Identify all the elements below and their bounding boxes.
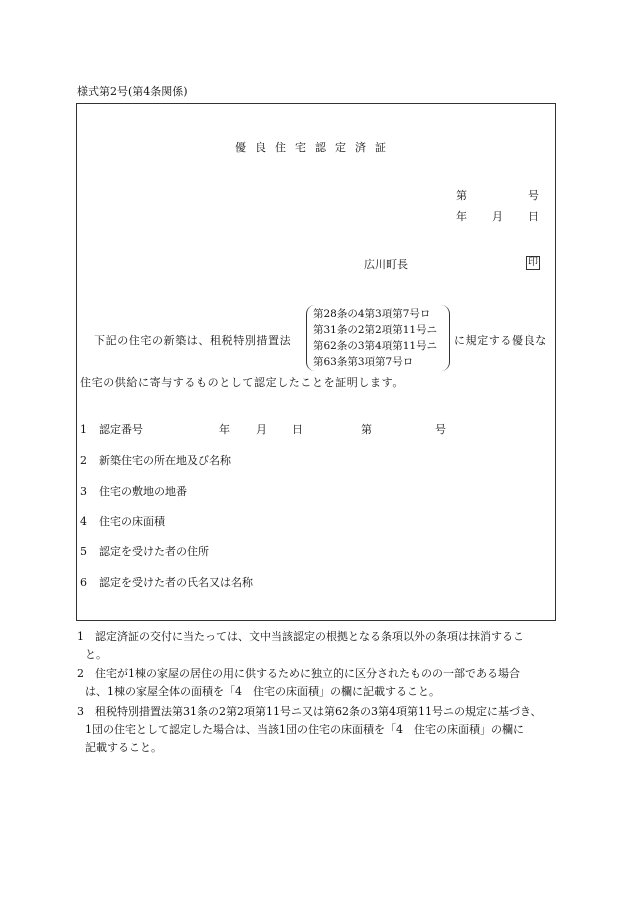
certificate-number-prefix: 第 bbox=[456, 189, 467, 202]
law-clause: 第63条第3項第7号ロ bbox=[313, 356, 414, 368]
item-label: 新築住宅の所在地及び名称 bbox=[99, 454, 231, 467]
item-label: 認定を受けた者の住所 bbox=[99, 545, 209, 558]
note-text: 住宅が1棟の家屋の居住の用に供するために独立的に区分されたものの一部である場合 bbox=[95, 667, 520, 680]
item-label: 認定番号 bbox=[99, 423, 143, 436]
item-label: 住宅の床面積 bbox=[99, 515, 165, 528]
item-number: 4 bbox=[80, 515, 87, 528]
date-month: 月 bbox=[492, 210, 503, 223]
item-location bbox=[80, 455, 231, 466]
note-line bbox=[77, 703, 555, 721]
law-bracket-right bbox=[440, 305, 450, 371]
note-number: 2 bbox=[77, 667, 84, 680]
item1-number-suffix: 号 bbox=[435, 423, 446, 436]
item-label: 認定を受けた者の氏名又は名称 bbox=[99, 576, 253, 589]
item1-number-prefix: 第 bbox=[361, 423, 372, 436]
law-clause: 第62条の3第4項第11号ニ bbox=[313, 340, 438, 352]
item-number: 6 bbox=[80, 576, 87, 589]
item1-month: 月 bbox=[256, 423, 267, 436]
item-floor-area bbox=[80, 516, 165, 527]
note-1 bbox=[77, 628, 555, 664]
item-applicant-name bbox=[80, 577, 253, 588]
note-2 bbox=[77, 665, 555, 701]
item-applicant-address bbox=[80, 546, 209, 557]
note-line bbox=[77, 665, 555, 683]
note-line bbox=[77, 628, 555, 646]
law-clause: 第31条の2第2項第11号ニ bbox=[313, 324, 438, 336]
body-text-lead: 下記の住宅の新築は、租税特別措置法 bbox=[94, 334, 292, 347]
form-number: 様式第2号(第4条関係) bbox=[77, 85, 188, 98]
item-number: 2 bbox=[80, 454, 87, 467]
issuer-name: 広川町長 bbox=[364, 258, 408, 271]
note-3 bbox=[77, 703, 555, 757]
law-clause: 第28条の4第3項第7号ロ bbox=[313, 308, 431, 320]
note-line: と。 bbox=[85, 648, 107, 661]
item-lot-number bbox=[80, 486, 187, 497]
certificate-number-suffix: 号 bbox=[528, 189, 539, 202]
date-year: 年 bbox=[456, 210, 467, 223]
certificate-title: 優良住宅認定済証 bbox=[235, 141, 395, 154]
body-text-line2: 住宅の供給に寄与するものとして認定したことを証明します。 bbox=[80, 376, 404, 389]
note-line: 記載すること。 bbox=[85, 741, 162, 754]
item1-year: 年 bbox=[219, 423, 230, 436]
note-line: 1団の住宅として認定した場合は、当該1団の住宅の床面積を「4 住宅の床面積」の欄に bbox=[85, 723, 524, 736]
item-certification-number bbox=[80, 424, 143, 435]
item1-day: 日 bbox=[292, 423, 303, 436]
item-number: 3 bbox=[80, 485, 87, 498]
item-label: 住宅の敷地の地番 bbox=[99, 485, 187, 498]
date-day: 日 bbox=[528, 210, 539, 223]
seal-mark: 印 bbox=[528, 257, 538, 268]
note-number: 1 bbox=[77, 630, 84, 643]
note-number: 3 bbox=[77, 705, 84, 718]
body-text-tail: に規定する優良な bbox=[454, 334, 547, 347]
item-number: 1 bbox=[80, 423, 87, 436]
note-text: 認定済証の交付に当たっては、文中当該認定の根拠となる条項以外の条項は抹消するこ bbox=[95, 630, 524, 643]
note-line: は、1棟の家屋全体の面積を「4 住宅の床面積」の欄に記載すること。 bbox=[85, 685, 440, 698]
item-number: 5 bbox=[80, 545, 87, 558]
note-text: 租税特別措置法第31条の2第2項第11号ニ又は第62条の3第4項第11号ニの規定に基づき、 bbox=[95, 705, 542, 718]
